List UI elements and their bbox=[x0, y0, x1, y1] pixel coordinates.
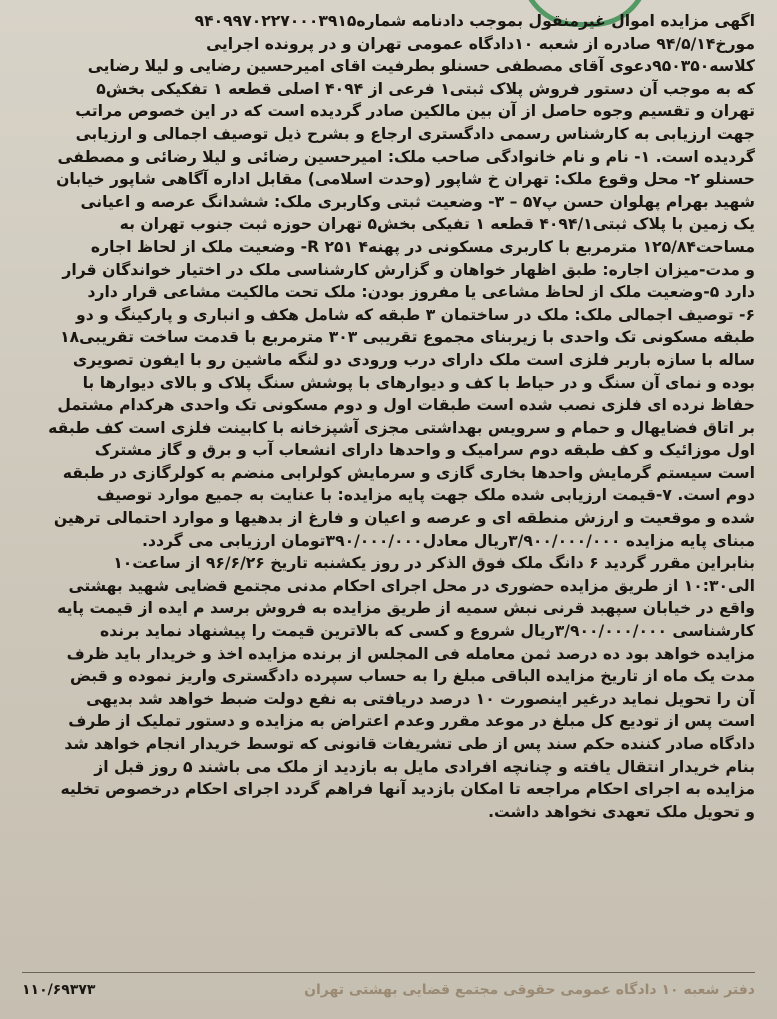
notice-line: مزایده خواهد بود ده درصد ثمن معامله فی المجلس از برنده مزایده اخذ و خریدار باید ظرف bbox=[66, 644, 755, 663]
notice-line: که به موجب آن دستور فروش پلاک ثبتی۱ فرعی از ۴۰۹۴ اصلی قطعه ۱ تفکیکی بخش۵ bbox=[96, 79, 755, 98]
notice-line: کارشناسی ۳/۹۰۰/۰۰۰/۰۰۰ریال شروع و کسی که بالاترین قیمت را پیشنهاد نماید برنده bbox=[100, 622, 755, 641]
footer bbox=[22, 978, 755, 1004]
notice-line: تهران و تقسیم وجوه حاصل از آن بین مالکین صادر گردیده است که در این خصوص مراتب bbox=[75, 102, 755, 121]
notice-line: مبنای پایه مزایده ۳/۹۰۰/۰۰۰/۰۰۰ریال معادل۳۹۰/۰۰۰/۰۰۰تومان ارزیابی می گردد. bbox=[142, 531, 755, 550]
notice-line: مورخ۹۴/۵/۱۴ صادره از شعبه ۱۰دادگاه عمومی تهران و در پرونده اجرایی bbox=[206, 34, 755, 53]
notice-line: مساحت۱۲۵/۸۴ مترمربع با کاربری مسکونی در پهنهR ۲۵۱ ۴- وضعیت ملک از لحاظ اجاره bbox=[90, 237, 755, 256]
notice-line: ۶- توصیف اجمالی ملک: ملک در ساختمان ۳ طبقه که شامل هکف و انباری و پارکینگ و دو bbox=[76, 305, 755, 324]
auction-notice-body bbox=[22, 10, 755, 823]
notice-line: مزایده به اجرای احکام مراجعه تا امکان بازدید آنها فراهم گردد اجرای احکام درخصوص تخلیه bbox=[60, 780, 755, 799]
notice-line: حفاظ نرده ای فلزی نصب شده است طبقات اول و دوم مسکونی تک واحدی هرکدام مشتمل bbox=[57, 396, 755, 415]
notice-line: ساله با سازه باربر فلزی است ملک دارای درب ورودی دو لنگه ماشین رو با ایفون تصویری bbox=[72, 350, 755, 369]
notice-line: گردیده است. ۱- نام و نام خانوادگی صاحب ملک: امیرحسین رضائی و لیلا رضائی و مصطفی bbox=[57, 147, 755, 166]
notice-line: شده و موقعیت و ارزش منطقه ای و عرصه و اعیان و فارغ از بدهیها و موارد احتمالی ترهین bbox=[53, 509, 755, 528]
notice-line: مدت یک ماه از تاریخ مزایده الباقی مبلغ را به حساب سپرده دادگستری واریز نموده و قبض bbox=[70, 667, 755, 686]
footer-divider bbox=[22, 972, 755, 973]
notice-line: اگهی مزایده اموال غیرمنقول بموجب دادنامه شماره۹۴۰۹۹۷۰۲۲۷۰۰۰۳۹۱۵ bbox=[194, 12, 755, 30]
notice-line: و مدت-میزان اجاره: طبق اظهار خواهان و گزارش کارشناسی ملک در اختیار خواندگان قرار bbox=[62, 260, 755, 279]
notice-line: و تحویل ملک تعهدی نخواهد داشت. bbox=[488, 802, 755, 821]
notice-line: بوده و نمای آن سنگ و در حیاط با کف و دیوارهای با پوشش سنگ پلاک و بالای دیوارها با bbox=[82, 373, 755, 392]
notice-line: حسنلو ۲- محل وقوع ملک: تهران خ شاپور (وحدت اسلامی) مقابل اداره آگاهی شاپور خیابان bbox=[56, 170, 755, 189]
notice-line: دوم است. ۷-قیمت ارزیابی شده ملک جهت پایه مزایده: با عنایت به جمیع موارد توصیف bbox=[96, 486, 755, 505]
notice-code: ۱۱۰/۶۹۳۷۳ bbox=[22, 982, 96, 998]
notice-line: طبقه مسکونی تک واحدی با زیربنای مجموع تقریبی ۳۰۳ مترمربع با قدمت ساخت تقریبی۱۸ bbox=[60, 328, 755, 347]
notice-line: کلاسه۹۵۰۳۵۰دعوی آقای مصطفی حسنلو بطرفیت اقای امیرحسین رضایی و لیلا رضایی bbox=[87, 57, 755, 76]
notice-line: واقع در خیابان سپهبد قرنی نبش سمیه از طریق مزایده به فروش برسد م ایده از قیمت پایه bbox=[57, 599, 755, 618]
notice-line: یک زمین با پلاک ثبتی۴۰۹۴/۱ قطعه ۱ تفیکی بخش۵ تهران حوزه ثبت جنوب تهران به bbox=[119, 215, 755, 234]
notice-line: است پس از توديع كل مبلغ در موعد مقرر وعدم اعتراض به مزایده و دستور تملیک از طرف bbox=[68, 712, 755, 731]
notice-line: آن را تحویل نماید درغیر اینصورت ۱۰ درصد دریافتی به نفع دولت ضبط خواهد شد بدیهی bbox=[86, 689, 755, 708]
notice-line: شهید بهرام پهلوان حسن پ۵۷ – ۳- وضعیت ثبتی وکاربری ملک: ششدانگ عرصه و اعیانی bbox=[80, 192, 755, 211]
notice-line: دارد ۵-وضعیت ملک از لحاظ مشاعی یا مفروز بودن: ملک تحت مالکیت مشاعی قرار دارد bbox=[87, 283, 755, 302]
issuing-office: دفتر شعبه ۱۰ دادگاه عمومی حقوقی مجتمع قضایی بهشتی تهران bbox=[304, 982, 755, 998]
notice-line: بنام خریدار انتقال یافته و چنانچه افرادی مایل به بازدید از ملک می باشند ۵ روز قبل از bbox=[94, 757, 755, 776]
notice-line: بر اتاق فضایهال و حمام و سرویس بهداشتی مجزی آشپزخانه با کابینت فلزی است کف طبقه bbox=[48, 418, 755, 437]
notice-line: بنابراین مقرر گردید ۶ دانگ ملک فوق الذکر در روز یکشنبه تاریخ ۹۶/۶/۲۶ از ساعت۱۰ bbox=[113, 554, 755, 573]
notice-line: اول موزائیک و کف طبقه دوم سرامیک و واحدها دارای انشعاب آب و برق و گاز مشترک bbox=[94, 441, 755, 460]
notice-line: الی۱۰:۳۰ از طریق مزایده حضوری در محل اجرای احکام مدنی مجتمع قضایی شهید بهشتی bbox=[68, 576, 755, 595]
notice-line: دادگاه صادر کننده حکم سند پس از طی تشریفات قانونی که توسط خریدار انجام خواهد شد bbox=[64, 735, 755, 753]
notice-line: جهت ارزیابی به کارشناس رسمی دادگستری ارجاع و بشرح ذیل توصیف اجمالی و ارزیابی bbox=[75, 124, 755, 143]
notice-line: است سیستم گرمایش واحدها بخاری گازی و سرمایش کولرابی منضم به کولرگازی در طبقه bbox=[62, 463, 755, 482]
